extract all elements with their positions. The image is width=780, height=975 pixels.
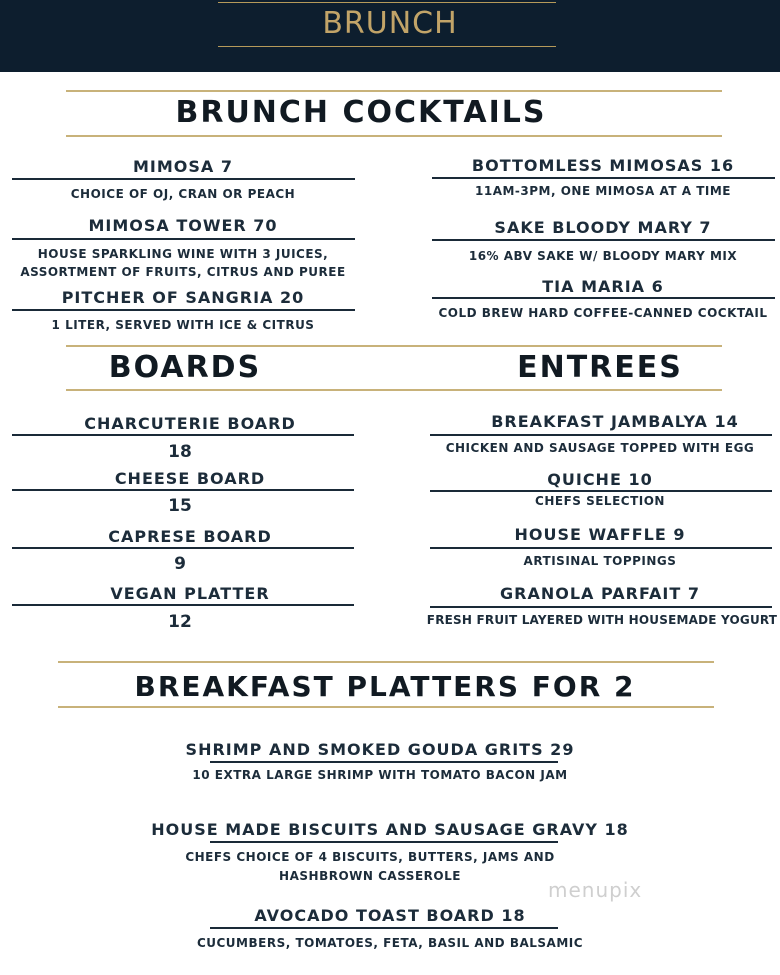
menu-item-biscuits-gravy: HOUSE MADE BISCUITS AND SAUSAGE GRAVY 18 [151, 820, 629, 839]
menu-item-house-waffle: HOUSE WAFFLE 9 [514, 525, 686, 544]
item-rule [12, 178, 355, 180]
menu-item-avocado-toast-board: AVOCADO TOAST BOARD 18 [254, 906, 526, 925]
item-rule [12, 238, 355, 240]
item-rule [430, 547, 772, 549]
item-rule [12, 604, 354, 606]
section-divider [66, 90, 722, 92]
item-rule [210, 761, 558, 763]
item-rule [12, 547, 354, 549]
item-rule [430, 606, 772, 608]
section-title-platters: BREAKFAST PLATTERS FOR 2 [134, 670, 636, 703]
item-description: ARTISINAL TOPPINGS [523, 554, 677, 568]
item-description: COLD BREW HARD COFFEE-CANNED COCKTAIL [438, 306, 768, 320]
menu-item-charcuterie-board: CHARCUTERIE BOARD [84, 414, 296, 433]
item-description: 16% ABV SAKE W/ BLOODY MARY MIX [468, 249, 738, 263]
item-description: CHEFS SELECTION [535, 494, 665, 508]
menu-item-mimosa: MIMOSA 7 [132, 157, 233, 176]
section-divider [66, 345, 722, 347]
section-title-boards: BOARDS [108, 350, 262, 385]
item-price: 12 [168, 612, 192, 632]
item-description: CHOICE OF OJ, CRAN OR PEACH [70, 187, 296, 201]
menu-item-vegan-platter: VEGAN PLATTER [110, 584, 270, 603]
item-price: 18 [168, 442, 192, 462]
item-rule [210, 927, 558, 929]
menu-item-pitcher-sangria: PITCHER OF SANGRIA 20 [61, 288, 305, 307]
section-title-cocktails: BRUNCH COCKTAILS [175, 95, 547, 130]
item-rule [430, 434, 772, 436]
item-rule [432, 239, 775, 241]
item-description: HOUSE SPARKLING WINE WITH 3 JUICES, [37, 247, 329, 261]
item-rule [210, 841, 558, 843]
item-price: 15 [168, 496, 192, 516]
menu-item-granola-parfait: GRANOLA PARFAIT 7 [500, 584, 700, 603]
item-description: CHEFS CHOICE OF 4 BISCUITS, BUTTERS, JAMS AND [185, 850, 555, 864]
menu-item-quiche: QUICHE 10 [547, 470, 653, 489]
watermark: menupix [548, 878, 643, 902]
section-divider [58, 661, 714, 663]
item-description: 11AM-3PM, ONE MIMOSA AT A TIME [475, 184, 731, 198]
menu-item-shrimp-grits: SHRIMP AND SMOKED GOUDA GRITS 29 [185, 740, 575, 759]
item-rule [432, 177, 775, 179]
item-rule [12, 309, 355, 311]
item-description: CUCUMBERS, TOMATOES, FETA, BASIL AND BALSAMIC [196, 936, 584, 950]
item-description: HASHBROWN CASSEROLE [279, 869, 461, 883]
item-description: CHICKEN AND SAUSAGE TOPPED WITH EGG [445, 441, 755, 455]
section-divider [66, 135, 722, 137]
section-divider [66, 389, 722, 391]
item-rule [432, 297, 775, 299]
header-top-line [218, 2, 556, 3]
menu-item-caprese-board: CAPRESE BOARD [108, 527, 272, 546]
header-bottom-line [218, 46, 556, 47]
item-description: FRESH FRUIT LAYERED WITH HOUSEMADE YOGURT [426, 613, 778, 627]
menu-item-sake-bloody-mary: SAKE BLOODY MARY 7 [494, 218, 712, 237]
item-description: 10 EXTRA LARGE SHRIMP WITH TOMATO BACON JAM [192, 768, 568, 782]
section-title-entrees: ENTREES [517, 350, 683, 385]
menu-item-mimosa-tower: MIMOSA TOWER 70 [88, 216, 278, 235]
page-title: BRUNCH [322, 6, 458, 41]
section-divider [58, 706, 714, 708]
item-rule [12, 489, 354, 491]
item-price: 9 [174, 554, 186, 574]
menu-item-bottomless-mimosas: BOTTOMLESS MIMOSAS 16 [471, 156, 735, 175]
menu-item-breakfast-jambalya: BREAKFAST JAMBALYA 14 [491, 412, 739, 431]
menu-item-tia-maria: TIA MARIA 6 [542, 277, 664, 296]
item-description: 1 LITER, SERVED WITH ICE & CITRUS [51, 318, 315, 332]
item-rule [12, 434, 354, 436]
item-description: ASSORTMENT OF FRUITS, CITRUS AND PUREE [20, 265, 346, 279]
header-banner [0, 0, 780, 72]
item-rule [430, 490, 772, 492]
menu-item-cheese-board: CHEESE BOARD [114, 469, 266, 488]
